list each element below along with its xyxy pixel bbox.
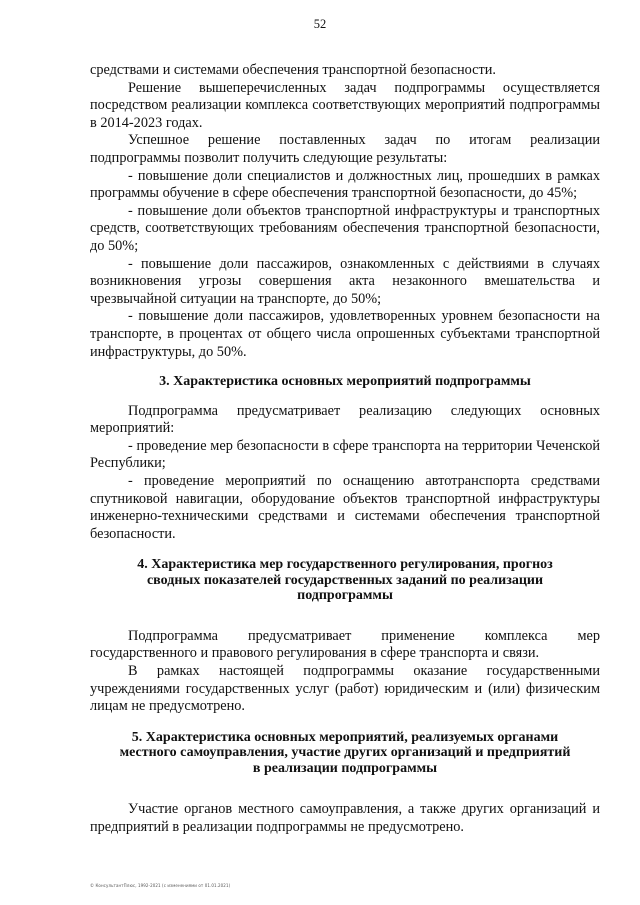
result-item-4: - повышение доли пассажиров, удовлетворенных уровнем безопасности на транспорте, в процентах от общего числа опрошенных субъектами транспортной инфраструктуры, до 50%. xyxy=(90,308,600,360)
section-5-heading-line-1: 5. Характеристика основных мероприятий, реализуемых органами xyxy=(131,729,559,745)
intro-paragraph-3: Успешное решение поставленных задач по итогам реализации подпрограммы позволит получить следующие результаты: xyxy=(90,132,600,166)
result-item-1: - повышение доли специалистов и должностных лиц, прошедших в рамках программы обучение в сфере обеспечения транспортной безопасности, до 45%; xyxy=(90,167,600,202)
intro-paragraph-1: средствами и системами обеспечения транспортной безопасности. xyxy=(90,62,496,78)
section-4-heading xyxy=(90,557,600,604)
section-5-heading xyxy=(90,730,600,777)
intro-paragraph-2: Решение вышеперечисленных задач подпрограммы осуществляется посредством реализации комплекса соответствующих мероприятий подпрограммы в 2014-2023 годах. xyxy=(90,79,600,131)
page-number: 52 xyxy=(313,17,327,31)
section-3-heading: 3. Характеристика основных мероприятий подпрограммы xyxy=(159,374,531,390)
section-5-paragraph-1: Участие органов местного самоуправления, а также других организаций и предприятий в реализации подпрограммы не предусмотрено. xyxy=(90,801,600,835)
section-4-heading-line-2: сводных показателей государственных заданий по реализации xyxy=(146,572,544,588)
footer-watermark: © КонсультантПлюс, 1992-2021 (с изменениями от 01.01.2021) xyxy=(90,883,231,888)
section-5-heading-line-3: в реализации подпрограммы xyxy=(252,760,438,776)
result-item-3: - повышение доли пассажиров, ознакомленных с действиями в случаях возникновения угрозы совершения акта незаконного вмешательства и чрезвычайной ситуации на транспорте, до 50%; xyxy=(90,255,600,307)
section-4-paragraph-1: Подпрограмма предусматривает применение комплекса мер государственного и правового регулирования в сфере транспорта и связи. xyxy=(90,627,600,662)
section-3-item-1: - проведение мер безопасности в сфере транспорта на территории Чеченской Республики; xyxy=(90,437,600,472)
section-4-heading-line-3: подпрограммы xyxy=(297,588,393,604)
section-3-item-2: - проведение мероприятий по оснащению автотранспорта средствами спутниковой навигации, оборудование объектов транспортной инфраструктуры инженерно-техническими средствами и системами обеспечения транспортной безопасности. xyxy=(90,472,600,542)
result-item-2: - повышение доли объектов транспортной инфраструктуры и транспортных средств, соответствующих требованиям обеспечения транспортной безопасности, до 50%; xyxy=(90,202,600,254)
document-body xyxy=(90,62,600,837)
section-3-paragraph-1: Подпрограмма предусматривает реализацию следующих основных мероприятий: xyxy=(90,402,600,437)
section-4-paragraph-2: В рамках настоящей подпрограммы оказание государственными учреждениями государственных услуг (работ) юридическим и (или) физическим лицам не предусмотрено. xyxy=(90,663,600,715)
section-4-heading-line-1: 4. Характеристика мер государственного регулирования, прогноз xyxy=(137,557,553,573)
section-5-heading-line-2: местного самоуправления, участие других организаций и предприятий xyxy=(119,745,571,761)
